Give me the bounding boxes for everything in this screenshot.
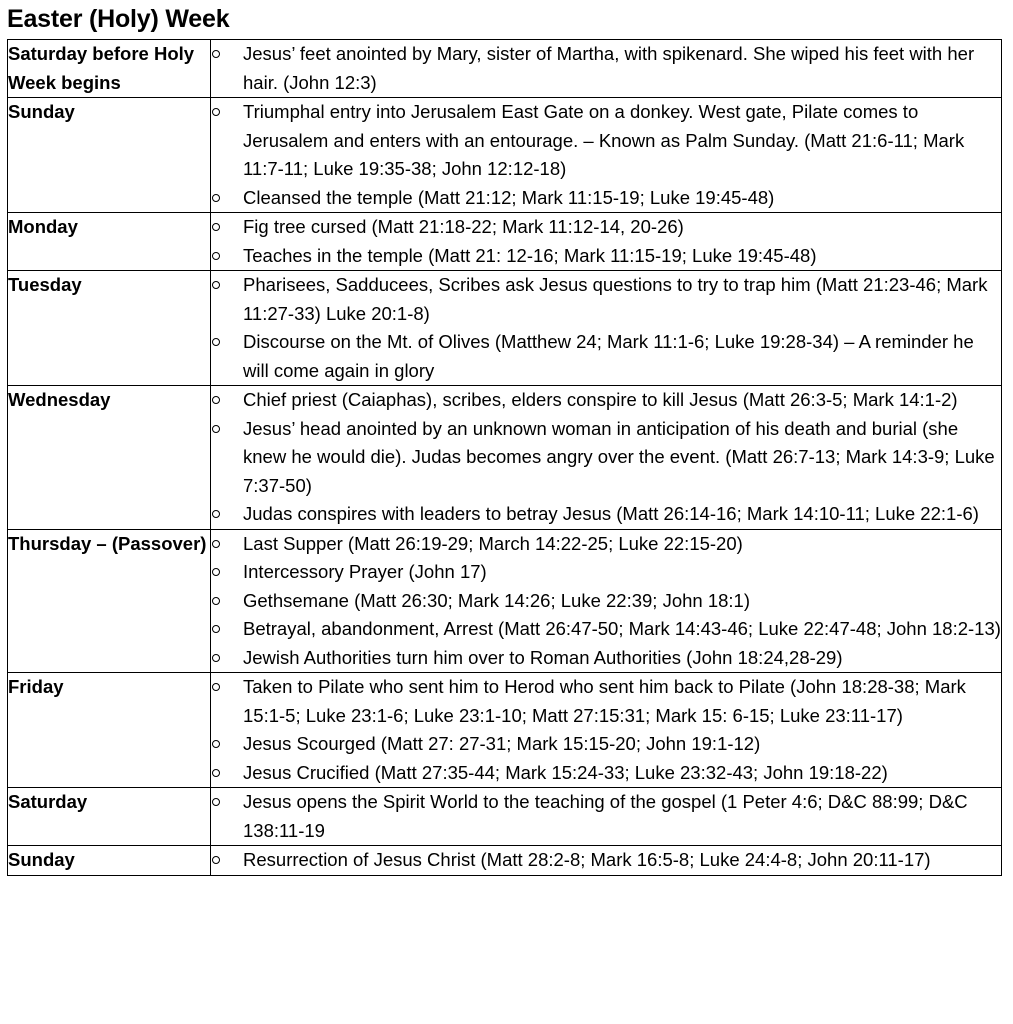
page-title: Easter (Holy) Week (7, 5, 230, 33)
hollow-circle-bullet-icon (212, 396, 220, 404)
list-item (211, 184, 1001, 213)
hollow-circle-bullet-icon (212, 625, 220, 633)
list-item (211, 386, 1001, 415)
event-text: Betrayal, abandonment, Arrest (Matt 26:47-50; Mark 14:43-46; Luke 22:47-48; John 18:2-13) (243, 618, 1001, 639)
hollow-circle-bullet-icon (212, 281, 220, 289)
event-text: Jesus opens the Spirit World to the teaching of the gospel (1 Peter 4:6; D&C 88:99; D&C 138:11-19 (243, 791, 968, 841)
list-item (211, 530, 1001, 559)
event-text: Cleansed the temple (Matt 21:12; Mark 11:15-19; Luke 19:45-48) (243, 186, 775, 208)
list-item (211, 587, 1001, 616)
list-item (211, 846, 1001, 875)
list-item (211, 615, 1001, 644)
list-item (211, 40, 1001, 97)
event-list (211, 673, 1001, 787)
table-row (8, 98, 1002, 213)
list-item (211, 213, 1001, 242)
hollow-circle-bullet-icon (212, 510, 220, 518)
event-text: Jewish Authorities turn him over to Roman Authorities (John 18:24,28-29) (243, 646, 843, 668)
hollow-circle-bullet-icon (212, 654, 220, 662)
list-item (211, 98, 1001, 184)
holy-week-table-body (8, 40, 1002, 876)
day-label: Thursday – (Passover) (8, 529, 211, 673)
day-label: Friday (8, 673, 211, 788)
event-list (211, 386, 1001, 529)
event-text: Triumphal entry into Jerusalem East Gate on a donkey. West gate, Pilate comes to Jerusalem and enters with an entourage. – Known as Palm Sunday. (Matt 21:6-11; Mark 11:7-11; Luke 19:35-38; John 12:12-18) (243, 101, 965, 179)
holy-week-table (7, 39, 1002, 876)
table-row (8, 386, 1002, 530)
event-list (211, 530, 1001, 673)
hollow-circle-bullet-icon (212, 108, 220, 116)
event-list (211, 788, 1001, 845)
day-label: Monday (8, 213, 211, 271)
day-label: Saturday (8, 788, 211, 846)
events-cell (211, 98, 1002, 213)
list-item (211, 271, 1001, 328)
hollow-circle-bullet-icon (212, 683, 220, 691)
hollow-circle-bullet-icon (212, 568, 220, 576)
events-cell (211, 271, 1002, 386)
table-row (8, 213, 1002, 271)
hollow-circle-bullet-icon (212, 740, 220, 748)
event-text: Chief priest (Caiaphas), scribes, elders conspire to kill Jesus (Matt 26:3-5; Mark 14:1-2) (243, 389, 958, 410)
event-text: Discourse on the Mt. of Olives (Matthew 24; Mark 11:1-6; Luke 19:28-34) – A reminder he will come again in glory (243, 331, 974, 381)
event-text: Taken to Pilate who sent him to Herod who sent him back to Pilate (John 18:28-38; Mark 15:1-5; Luke 23:1-6; Luke 23:1-10; Matt 27:15:31; Mark 15: 6-15; Luke 23:11-17) (243, 676, 966, 726)
list-item (211, 673, 1001, 730)
events-cell (211, 673, 1002, 788)
day-label: Saturday before Holy Week begins (8, 40, 211, 98)
hollow-circle-bullet-icon (212, 798, 220, 806)
table-row (8, 40, 1002, 98)
hollow-circle-bullet-icon (212, 597, 220, 605)
events-cell (211, 846, 1002, 876)
event-text: Jesus Scourged (Matt 27: 27-31; Mark 15:15-20; John 19:1-12) (243, 733, 761, 754)
list-item (211, 730, 1001, 759)
hollow-circle-bullet-icon (212, 540, 220, 548)
event-text: Judas conspires with leaders to betray Jesus (Matt 26:14-16; Mark 14:10-11; Luke 22:1-6) (243, 503, 979, 524)
table-row (8, 788, 1002, 846)
list-item (211, 759, 1001, 788)
list-item (211, 415, 1001, 501)
list-item (211, 242, 1001, 271)
hollow-circle-bullet-icon (212, 50, 220, 58)
hollow-circle-bullet-icon (212, 338, 220, 346)
events-cell (211, 788, 1002, 846)
event-list (211, 213, 1001, 270)
table-row (8, 673, 1002, 788)
event-text: Jesus Crucified (Matt 27:35-44; Mark 15:24-33; Luke 23:32-43; John 19:18-22) (243, 761, 888, 783)
event-text: Last Supper (Matt 26:19-29; March 14:22-25; Luke 22:15-20) (243, 532, 743, 554)
table-row (8, 271, 1002, 386)
hollow-circle-bullet-icon (212, 425, 220, 433)
events-cell (211, 213, 1002, 271)
event-text: Fig tree cursed (Matt 21:18-22; Mark 11:12-14, 20-26) (243, 216, 684, 237)
event-text: Pharisees, Sadducees, Scribes ask Jesus questions to try to trap him (Matt 21:23-46; Mark 11:27-33) Luke 20:1-8) (243, 274, 988, 324)
hollow-circle-bullet-icon (212, 223, 220, 231)
list-item (211, 328, 1001, 385)
hollow-circle-bullet-icon (212, 252, 220, 260)
event-list (211, 40, 1001, 97)
list-item (211, 558, 1001, 587)
events-cell (211, 386, 1002, 530)
event-text: Intercessory Prayer (John 17) (243, 561, 487, 582)
events-cell (211, 529, 1002, 673)
event-list (211, 98, 1001, 212)
event-text: Teaches in the temple (Matt 21: 12-16; Mark 11:15-19; Luke 19:45-48) (243, 244, 817, 266)
list-item (211, 788, 1001, 845)
list-item (211, 644, 1001, 673)
event-list (211, 846, 1001, 875)
event-list (211, 271, 1001, 385)
day-label: Tuesday (8, 271, 211, 386)
event-text: Gethsemane (Matt 26:30; Mark 14:26; Luke 22:39; John 18:1) (243, 589, 750, 611)
table-row (8, 529, 1002, 673)
hollow-circle-bullet-icon (212, 769, 220, 777)
events-cell (211, 40, 1002, 98)
list-item (211, 500, 1001, 529)
day-label: Sunday (8, 846, 211, 876)
event-text: Jesus’ head anointed by an unknown woman in anticipation of his death and burial (she knew he would die). Judas becomes angry over the event. (Matt 26:7-13; Mark 14:3-9; Luke 7:37-50) (243, 417, 995, 496)
table-row (8, 846, 1002, 876)
event-text: Jesus’ feet anointed by Mary, sister of Martha, with spikenard. She wiped his feet with her hair. (John 12:3) (243, 43, 975, 93)
hollow-circle-bullet-icon (212, 194, 220, 202)
day-label: Wednesday (8, 386, 211, 530)
hollow-circle-bullet-icon (212, 856, 220, 864)
event-text: Resurrection of Jesus Christ (Matt 28:2-8; Mark 16:5-8; Luke 24:4-8; John 20:11-17) (243, 849, 931, 870)
day-label: Sunday (8, 98, 211, 213)
